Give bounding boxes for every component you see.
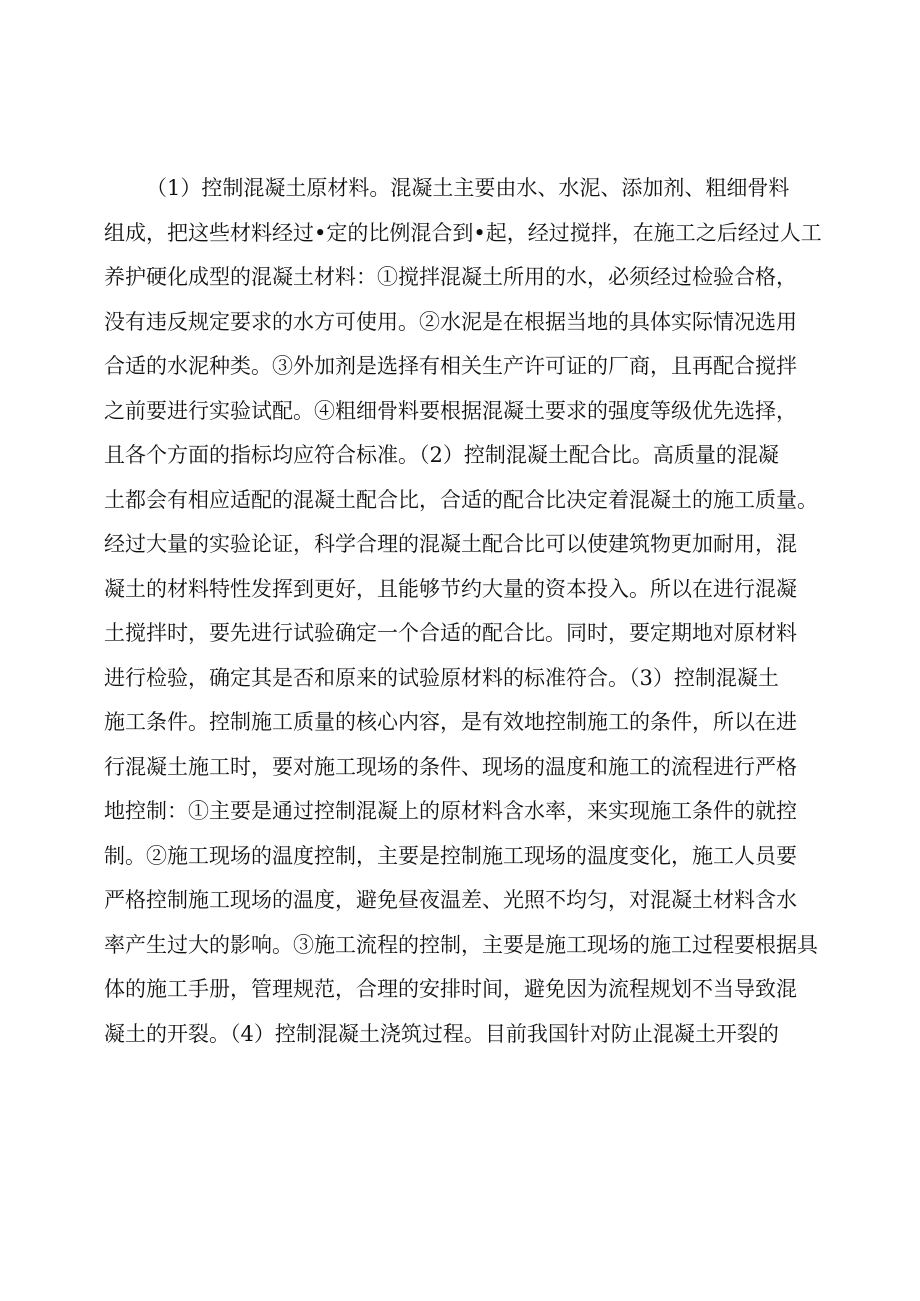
text-line: 土都会有相应适配的混凝土配合比，合适的配合比决定着混凝土的施工质量。: [104, 487, 818, 512]
text-line: 土搅拌时，要先进行试验确定一个合适的配合比。同时，要定期地对原材料: [104, 621, 797, 645]
body-paragraph: [104, 166, 834, 1056]
text-line: 合适的水泥种类。③外加剂是选择有相关生产许可证的厂商，且再配合搅拌: [104, 354, 797, 378]
text-line: 进行检验，确定其是否和原来的试验原材料的标准符合。（3）控制混凝土: [104, 665, 779, 690]
text-line: 养护硬化成型的混凝土材料：①搅拌混凝土所用的水，必须经过检验合格，: [104, 265, 797, 289]
text-line: 之前要进行实验试配。④粗细骨料要根据混凝土要求的强度等级优先选择，: [104, 398, 797, 423]
text-line: 地控制：①主要是通过控制混凝上的原材料含水率，来实现施工条件的就控: [104, 799, 797, 823]
text-line: 凝土的开裂。（4）控制混凝土浇筑过程。目前我国针对防止混凝土开裂的: [104, 1021, 779, 1046]
text-line: 凝土的材料特性发挥到更好，且能够节约大量的资本投入。所以在进行混凝: [104, 576, 797, 601]
text-line: 经过大量的实验论证，科学合理的混凝土配合比可以使建筑物更加耐用，混: [104, 532, 797, 556]
text-line: 制。②施工现场的温度控制，主要是控制施工现场的温度变化，施工人员要: [104, 843, 797, 868]
text-line: 没有违反规定要求的水方可使用。②水泥是在根据当地的具体实际情况选用: [104, 309, 797, 334]
text-line: （1）控制混凝土原材料。混凝土主要由水、水泥、添加剂、粗细骨料: [146, 176, 790, 200]
text-line: 且各个方面的指标均应符合标准。（2）控制混凝土配合比。高质量的混凝: [104, 443, 779, 467]
text-line: 率产生过大的影响。③施工流程的控制，主要是施工现场的施工过程要根据具: [104, 932, 818, 957]
text-line: 体的施工手册，管理规范，合理的安排时间，避免因为流程规划不当导致混: [104, 977, 797, 1001]
text-line: 组成，把这些材料经过•定的比例混合到•起，经过搅拌，在施工之后经过人工: [104, 220, 822, 245]
text-line: 行混凝土施工时，要对施工现场的条件、现场的温度和施工的流程进行严格: [104, 754, 797, 779]
text-line: 严格控制施工现场的温度，避免昼夜温差、光照不均匀，对混凝土材料含水: [104, 888, 797, 912]
text-line: 施工条件。控制施工质量的核心内容，是有效地控制施工的条件，所以在进: [104, 710, 797, 734]
